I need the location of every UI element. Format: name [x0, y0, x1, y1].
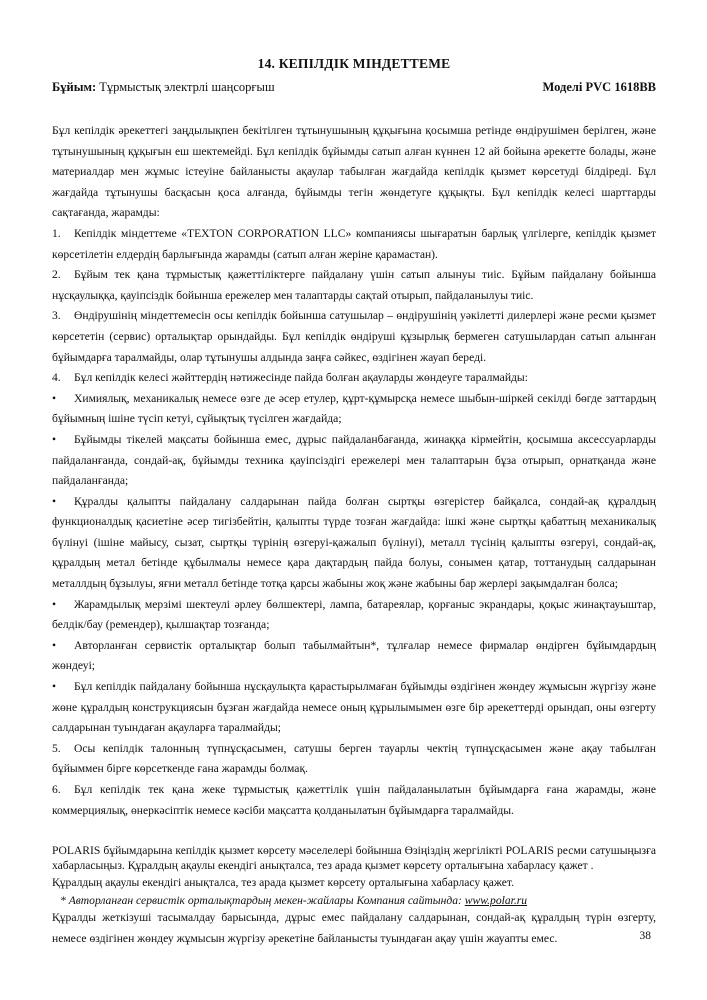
clause-number: 4. [52, 371, 61, 385]
bullet-text: Бұл кепілдік пайдалану бойынша нұсқаулықта қарастырылмаған бұйымды өздігінен жөндеу жұмысын жүргізу және жөне құралдың конструкциясын бұзған жағдайда немесе оның құрылымымен өзге бір әрекеттерді орындап, оны өзгерту салдарынан туындаған ақауларға таралмайды; [52, 680, 656, 735]
clause-6 [52, 780, 656, 821]
intro-paragraph: Бұл кепілдік әрекеттегі заңдылықпен бекітілген тұтынушының құқығына қосымша ретінде өндірушімен берілген, және тұтынушының құқығын еш шектемейді. Бұл кепілдік бұйымды сатып алған күннен 12 ай бойына әрекетте болады, және материалдар мен жұмыс істеуіне байланысты ақаулар табылған жағдайда кепілдік қызмет көрсетуді білдіреді. Бұл жағдайда тұтынушы басқасын қоса алғанда, бұйымды тегін жөндетуге құқықты. Бұл кепілдік келесі шарттарды сақтағанда, жарамды: [52, 124, 656, 220]
clause-number: 6. [52, 783, 61, 796]
clause-5 [52, 739, 656, 780]
clause-3 [52, 306, 656, 368]
bullet-item-5 [52, 636, 656, 677]
product-name: Тұрмыстық электрлі шаңсорғыш [99, 80, 275, 94]
product-info [52, 80, 275, 95]
service-note-text: * Авторланған сервистік орталықтардың мекен-жайлары Компания сайтында: [60, 894, 462, 908]
bullet-icon: • [52, 680, 57, 694]
bullet-item-2 [52, 430, 656, 492]
bullet-text: Бұйымды тікелей мақсаты бойынша емес, дұрыс пайдаланбағанда, жинаққа кірмейтін, қосымша аксессуарларды пайдаланғанда, сондай-ақ, бұйымды техника қауіпсіздігі ережелері мен талаптарын бұза отырып, орнатқанда және пайдаланғанда; [52, 432, 656, 488]
bullet-text: Жарамдылық мерзімі шектеулі әрлеу бөлшектері, лампа, батареялар, қорғаныс экрандары, қоқыс жинақтауыштар, белдік/бау (ремендер), қылшақтар тозғанда; [52, 597, 656, 632]
section-spacer [52, 821, 656, 843]
clause-4 [52, 368, 656, 389]
polaris-contact-text: POLARIS бұйымдарына кепілдік қызмет көрсету мәселелері бойынша Өзіңіздің жергілікті POLARIS ресми сатушыңызға хабарласыңыз. Құралдың ақаулы екендігі анықталса, тез арада қызмет көрсету орталығына хабарласу қажет . [52, 844, 656, 873]
bullet-icon: • [52, 638, 57, 652]
product-model: Моделі PVC 1618BB [542, 80, 656, 94]
bullet-icon: • [52, 597, 57, 611]
bullet-text: Авторланған сервистік орталықтар болып табылмайтын*, тұлғалар немесе фирмалар өндірген бұйымдардың жөндеуі; [52, 638, 656, 673]
bullet-item-6 [52, 677, 656, 739]
clause-number: 1. [52, 226, 61, 240]
liability-block [52, 908, 656, 949]
polaris-defect-notice: Құралдың ақаулы екендігі анықталса, тез арада қызмет көрсету орталығына хабарласу қажет. [52, 876, 514, 890]
section-title: 14. КЕПІЛДІК МІНДЕТТЕМЕ [257, 56, 451, 71]
bullet-icon: • [52, 391, 57, 405]
clause-text: Кепілдік міндеттеме «TEXTON CORPORATION LLC» компаниясы шығаратын барлық үлгілерге, кепілдік қызмет көрсетілетін елдердің барлығында жарамды (сатып алған жеріне қарамастан). [52, 226, 656, 261]
page-number: 38 [639, 930, 651, 942]
clause-text: Бұл кепілдік тек қана жеке тұрмыстық қажеттілік үшін пайдаланылатын бұйымдарға ғана жарамды, және коммерциялық, өнеркәсіптік немесе кәсіби мақсатта қолданылатын бұйымдарға таралмайды. [52, 783, 656, 817]
bullet-item-4 [52, 595, 656, 636]
warranty-body [52, 121, 656, 821]
service-centers-note [52, 893, 656, 908]
clause-text: Өндірушінің міндеттемесін осы кепілдік бойынша сатушылар – өндірушінің уәкілетті дилерлері және ресми қызмет көрсететін (сервис) орталықтар орындайды. Бұл кепілдік өндіруші құзырлық бермеген сатушылардан сатып алынған бұйымдарға таралмайды, олар тұтынушы алдында заңға сәйкес, өздігінен жауап береді. [52, 309, 656, 364]
warranty-page [52, 56, 656, 949]
liability-text: Құралды жеткізуші тасымалдау барысында, дұрыс емес пайдалану салдарынан, сондай-ақ құралдың түрін өзгерту, немесе өздігінен жөндеу жұмысын жүргізу әрекетіне байланысты туындаған ақау үшін жауапты емес. [52, 911, 656, 945]
bullet-icon: • [52, 494, 57, 508]
clause-text: Бұйым тек қана тұрмыстық қажеттіліктерге пайдалану үшін сатып алынуы тиіс. Бұйым пайдалану бойынша нұсқаулыққа, қауіпсіздік бойынша ережелер мен талаптарды сақтай отырып, пайдаланылуы тиіс. [52, 268, 656, 302]
product-label: Бұйым: [52, 80, 97, 94]
bullet-icon: • [52, 432, 57, 446]
bullet-text: Құралды қалыпты пайдалану салдарынан пайда болған сыртқы өзгерістер байқалса, сондай-ақ құралдың функционалдық қасиетіне әсер тигізбейтін, қалыпты түрде тозған жағдайда: ішкі және сыртқы қабаттың механикалық бүлінуі (ішіне майысу, сызат, сыртқы түрінің өзгеруі-қажалып бүлінуі), металл түсінің қалыпты өзгеруі, сондай-ақ, құралдың метал бетінде құбылмалы немесе қара дақтардың пайда болуы, сонымен қатар, тоттанудың салдарынан металлдың бұзылуы, яғни металл бетінде тотқа қарсы жабыны жоқ және жабыны бар жерлері зақымдалған болса; [52, 494, 656, 591]
product-row [52, 80, 656, 95]
polaris-contact-block [52, 843, 656, 908]
bullet-item-1 [52, 389, 656, 430]
bullet-text: Химиялық, механикалық немесе өзге де әсер етулер, құрт-құмырсқа немесе шыбын-шіркей секілді бөгде заттардың бұйымның ішіне түсіп кетуі, сұйықтық түсілген жағдайда; [52, 391, 656, 426]
clause-number: 3. [52, 309, 61, 323]
company-website-link[interactable]: www.polar.ru [464, 894, 528, 908]
clause-number: 2. [52, 268, 61, 282]
clause-number: 5. [52, 741, 61, 755]
clause-2 [52, 265, 656, 306]
clause-text: Бұл кепілдік келесі жәйттердің нәтижесінде пайда болған ақауларды жөндеуге таралмайды: [74, 371, 528, 385]
clause-text: Осы кепілдік талонның түпнұсқасымен, сатушы берген тауарлы чектің түпнұсқасымен және ақау табылған бұйыммен бірге көрсеткенде ғана жарамды болмақ. [52, 741, 656, 776]
bullet-item-3 [52, 492, 656, 595]
clause-1 [52, 224, 656, 265]
